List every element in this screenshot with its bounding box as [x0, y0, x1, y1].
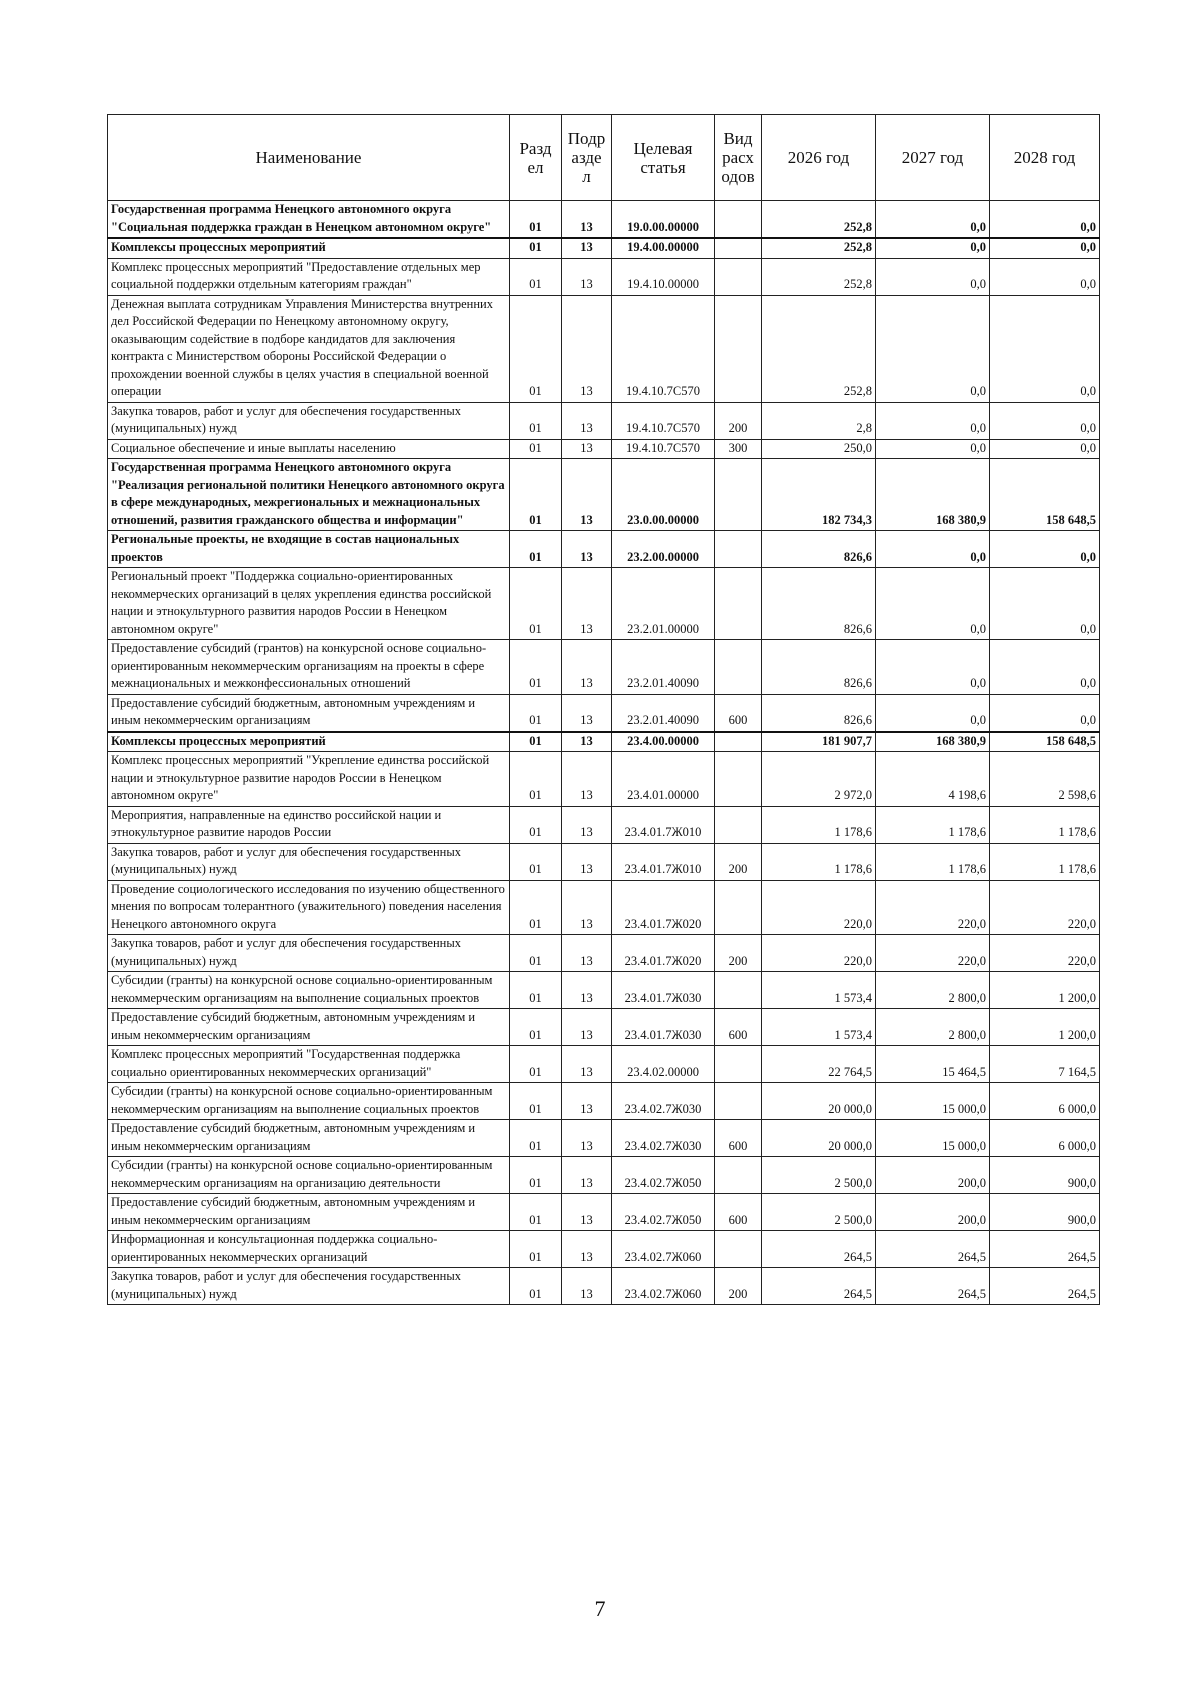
cell-expense-type — [715, 752, 762, 807]
cell-subsection: 13 — [562, 439, 612, 459]
cell-subsection: 13 — [562, 694, 612, 732]
cell-y2027: 0,0 — [876, 201, 990, 239]
table-row — [108, 732, 1100, 752]
cell-name: Субсидии (гранты) на конкурсной основе социально-ориентированным некоммерческим организациям на выполнение социальных проектов — [108, 1083, 510, 1120]
cell-y2026: 2 500,0 — [762, 1157, 876, 1194]
cell-y2027: 0,0 — [876, 295, 990, 402]
table-row — [108, 295, 1100, 402]
cell-article: 19.4.10.00000 — [612, 258, 715, 295]
cell-name: Информационная и консультационная поддержка социально-ориентированных некоммерческих организаций — [108, 1231, 510, 1268]
cell-section: 01 — [510, 1194, 562, 1231]
cell-y2026: 220,0 — [762, 935, 876, 972]
table-row — [108, 752, 1100, 807]
cell-y2026: 252,8 — [762, 238, 876, 258]
cell-y2028: 220,0 — [990, 935, 1100, 972]
cell-subsection: 13 — [562, 752, 612, 807]
cell-section: 01 — [510, 806, 562, 843]
cell-y2027: 0,0 — [876, 531, 990, 568]
cell-name: Закупка товаров, работ и услуг для обеспечения государственных (муниципальных) нужд — [108, 935, 510, 972]
cell-section: 01 — [510, 1083, 562, 1120]
cell-expense-type — [715, 1157, 762, 1194]
cell-article: 23.4.02.00000 — [612, 1046, 715, 1083]
cell-section: 01 — [510, 732, 562, 752]
cell-section: 01 — [510, 843, 562, 880]
table-header-row — [108, 115, 1100, 201]
cell-expense-type: 600 — [715, 694, 762, 732]
cell-section: 01 — [510, 258, 562, 295]
cell-expense-type — [715, 258, 762, 295]
cell-subsection: 13 — [562, 1046, 612, 1083]
table-row — [108, 935, 1100, 972]
cell-name: Субсидии (гранты) на конкурсной основе социально-ориентированным некоммерческим организациям на организацию деятельности — [108, 1157, 510, 1194]
cell-subsection: 13 — [562, 935, 612, 972]
table-row — [108, 1120, 1100, 1157]
cell-article: 23.2.01.00000 — [612, 568, 715, 640]
cell-y2028: 900,0 — [990, 1157, 1100, 1194]
header-section-label: Разд ел — [519, 138, 552, 177]
table-row — [108, 568, 1100, 640]
cell-y2026: 181 907,7 — [762, 732, 876, 752]
cell-name: Региональный проект "Поддержка социально-ориентированных некоммерческих организаций в целях укрепления единства российской нации и этнокультурного развития народов России в Ненецком автономном округе" — [108, 568, 510, 640]
cell-y2028: 900,0 — [990, 1194, 1100, 1231]
table-row — [108, 238, 1100, 258]
header-y2026: 2026 год — [762, 115, 876, 201]
cell-y2028: 0,0 — [990, 295, 1100, 402]
cell-expense-type — [715, 459, 762, 531]
cell-y2028: 264,5 — [990, 1231, 1100, 1268]
cell-expense-type: 200 — [715, 935, 762, 972]
cell-article: 23.4.01.7Ж020 — [612, 935, 715, 972]
header-article-label: Целевая статья — [633, 138, 693, 177]
cell-name: Денежная выплата сотрудникам Управления Министерства внутренних дел Российской Федерации по Ненецкому автономному округу, оказывающим содействие в подборе кандидатов для заключения контракта с Министерством обороны Российской Федерации о прохождении военной службы в целях участия в специальной военной операции — [108, 295, 510, 402]
table-row — [108, 439, 1100, 459]
header-y2027: 2027 год — [876, 115, 990, 201]
header-section — [510, 115, 562, 201]
cell-expense-type: 600 — [715, 1009, 762, 1046]
cell-expense-type — [715, 640, 762, 695]
cell-article: 19.4.10.7С570 — [612, 295, 715, 402]
cell-article: 19.0.00.00000 — [612, 201, 715, 239]
cell-subsection: 13 — [562, 806, 612, 843]
cell-y2028: 0,0 — [990, 258, 1100, 295]
cell-y2026: 826,6 — [762, 694, 876, 732]
cell-expense-type — [715, 531, 762, 568]
header-article — [612, 115, 715, 201]
cell-name: Мероприятия, направленные на единство российской нации и этнокультурное развитие народов России — [108, 806, 510, 843]
cell-expense-type: 600 — [715, 1120, 762, 1157]
cell-article: 23.4.02.7Ж060 — [612, 1268, 715, 1305]
table-row — [108, 1268, 1100, 1305]
cell-subsection: 13 — [562, 238, 612, 258]
cell-y2027: 0,0 — [876, 238, 990, 258]
cell-y2027: 1 178,6 — [876, 843, 990, 880]
cell-y2026: 2,8 — [762, 402, 876, 439]
cell-expense-type — [715, 201, 762, 239]
cell-expense-type — [715, 806, 762, 843]
cell-y2027: 0,0 — [876, 640, 990, 695]
cell-name: Государственная программа Ненецкого автономного округа "Социальная поддержка граждан в Ненецком автономном округе" — [108, 201, 510, 239]
cell-section: 01 — [510, 402, 562, 439]
cell-y2027: 15 000,0 — [876, 1083, 990, 1120]
cell-y2027: 0,0 — [876, 568, 990, 640]
cell-y2027: 2 800,0 — [876, 1009, 990, 1046]
cell-name: Субсидии (гранты) на конкурсной основе социально-ориентированным некоммерческим организациям на выполнение социальных проектов — [108, 972, 510, 1009]
cell-y2026: 826,6 — [762, 640, 876, 695]
cell-y2027: 0,0 — [876, 694, 990, 732]
cell-y2028: 6 000,0 — [990, 1083, 1100, 1120]
cell-y2026: 1 178,6 — [762, 806, 876, 843]
table-row — [108, 1157, 1100, 1194]
table-row — [108, 1083, 1100, 1120]
header-y2028: 2028 год — [990, 115, 1100, 201]
cell-subsection: 13 — [562, 531, 612, 568]
cell-y2028: 7 164,5 — [990, 1046, 1100, 1083]
cell-section: 01 — [510, 439, 562, 459]
cell-y2028: 264,5 — [990, 1268, 1100, 1305]
header-name: Наименование — [108, 115, 510, 201]
cell-y2026: 20 000,0 — [762, 1120, 876, 1157]
cell-subsection: 13 — [562, 568, 612, 640]
cell-y2026: 250,0 — [762, 439, 876, 459]
cell-y2028: 2 598,6 — [990, 752, 1100, 807]
cell-subsection: 13 — [562, 459, 612, 531]
cell-expense-type: 600 — [715, 1194, 762, 1231]
cell-expense-type — [715, 1083, 762, 1120]
cell-expense-type: 200 — [715, 402, 762, 439]
cell-expense-type — [715, 732, 762, 752]
cell-article: 23.2.01.40090 — [612, 640, 715, 695]
cell-y2026: 252,8 — [762, 295, 876, 402]
cell-subsection: 13 — [562, 843, 612, 880]
cell-name: Закупка товаров, работ и услуг для обеспечения государственных (муниципальных) нужд — [108, 402, 510, 439]
cell-section: 01 — [510, 568, 562, 640]
cell-y2027: 0,0 — [876, 402, 990, 439]
cell-y2026: 252,8 — [762, 201, 876, 239]
cell-y2027: 0,0 — [876, 258, 990, 295]
cell-y2027: 220,0 — [876, 880, 990, 935]
cell-y2027: 264,5 — [876, 1268, 990, 1305]
cell-y2028: 158 648,5 — [990, 732, 1100, 752]
cell-expense-type — [715, 880, 762, 935]
cell-section: 01 — [510, 238, 562, 258]
cell-section: 01 — [510, 752, 562, 807]
cell-section: 01 — [510, 201, 562, 239]
cell-y2028: 1 200,0 — [990, 1009, 1100, 1046]
cell-expense-type — [715, 238, 762, 258]
cell-y2027: 168 380,9 — [876, 732, 990, 752]
cell-section: 01 — [510, 880, 562, 935]
cell-y2026: 20 000,0 — [762, 1083, 876, 1120]
cell-article: 23.4.02.7Ж050 — [612, 1157, 715, 1194]
header-subsection — [562, 115, 612, 201]
cell-name: Комплексы процессных мероприятий — [108, 238, 510, 258]
cell-name: Комплексы процессных мероприятий — [108, 732, 510, 752]
table-row — [108, 880, 1100, 935]
table-row — [108, 1009, 1100, 1046]
table-row — [108, 640, 1100, 695]
table-row — [108, 694, 1100, 732]
table-row — [108, 1231, 1100, 1268]
cell-y2027: 1 178,6 — [876, 806, 990, 843]
cell-subsection: 13 — [562, 402, 612, 439]
cell-y2027: 15 464,5 — [876, 1046, 990, 1083]
cell-expense-type — [715, 972, 762, 1009]
cell-name: Предоставление субсидий бюджетным, автономным учреждениям и иным некоммерческим организациям — [108, 1194, 510, 1231]
cell-article: 23.4.01.7Ж030 — [612, 1009, 715, 1046]
header-expense-type-label: Вид расх одов — [721, 129, 755, 186]
cell-article: 23.4.02.7Ж030 — [612, 1083, 715, 1120]
cell-article: 23.4.02.7Ж050 — [612, 1194, 715, 1231]
cell-article: 23.4.01.7Ж020 — [612, 880, 715, 935]
cell-subsection: 13 — [562, 258, 612, 295]
cell-y2028: 0,0 — [990, 402, 1100, 439]
cell-subsection: 13 — [562, 972, 612, 1009]
cell-name: Комплекс процессных мероприятий "Государственная поддержка социально ориентированных некоммерческих организаций" — [108, 1046, 510, 1083]
cell-name: Комплекс процессных мероприятий "Укрепление единства российской нации и этнокультурное развитие народов России в Ненецком автономном округе" — [108, 752, 510, 807]
cell-y2027: 2 800,0 — [876, 972, 990, 1009]
table-row — [108, 459, 1100, 531]
cell-name: Проведение социологического исследования по изучению общественного мнения по вопросам толерантного (уважительного) поведения населения Ненецкого автономного округа — [108, 880, 510, 935]
cell-article: 23.4.01.00000 — [612, 752, 715, 807]
cell-y2027: 4 198,6 — [876, 752, 990, 807]
cell-expense-type: 300 — [715, 439, 762, 459]
cell-section: 01 — [510, 935, 562, 972]
cell-expense-type — [715, 1231, 762, 1268]
cell-y2026: 1 573,4 — [762, 972, 876, 1009]
cell-y2026: 2 500,0 — [762, 1194, 876, 1231]
cell-expense-type — [715, 568, 762, 640]
cell-section: 01 — [510, 1231, 562, 1268]
cell-y2026: 264,5 — [762, 1231, 876, 1268]
cell-y2028: 6 000,0 — [990, 1120, 1100, 1157]
cell-y2028: 1 178,6 — [990, 806, 1100, 843]
cell-name: Предоставление субсидий бюджетным, автономным учреждениям и иным некоммерческим организациям — [108, 694, 510, 732]
cell-name: Социальное обеспечение и иные выплаты населению — [108, 439, 510, 459]
cell-subsection: 13 — [562, 1194, 612, 1231]
table-row — [108, 258, 1100, 295]
cell-article: 23.2.00.00000 — [612, 531, 715, 568]
cell-y2026: 220,0 — [762, 880, 876, 935]
budget-table — [107, 114, 1100, 1305]
table-row — [108, 1194, 1100, 1231]
cell-section: 01 — [510, 1157, 562, 1194]
cell-y2026: 1 178,6 — [762, 843, 876, 880]
cell-y2027: 200,0 — [876, 1157, 990, 1194]
cell-y2027: 168 380,9 — [876, 459, 990, 531]
table-row — [108, 402, 1100, 439]
table-row — [108, 972, 1100, 1009]
cell-article: 23.4.01.7Ж010 — [612, 843, 715, 880]
cell-y2027: 0,0 — [876, 439, 990, 459]
cell-y2028: 0,0 — [990, 694, 1100, 732]
cell-article: 23.4.02.7Ж030 — [612, 1120, 715, 1157]
cell-expense-type — [715, 1046, 762, 1083]
header-subsection-label: Подр азде л — [567, 129, 606, 186]
cell-section: 01 — [510, 694, 562, 732]
cell-expense-type — [715, 295, 762, 402]
cell-subsection: 13 — [562, 1083, 612, 1120]
cell-y2028: 0,0 — [990, 531, 1100, 568]
cell-section: 01 — [510, 459, 562, 531]
table-row — [108, 531, 1100, 568]
cell-y2026: 826,6 — [762, 531, 876, 568]
cell-subsection: 13 — [562, 732, 612, 752]
cell-section: 01 — [510, 1120, 562, 1157]
table-body — [108, 201, 1100, 1305]
cell-article: 19.4.10.7С570 — [612, 439, 715, 459]
cell-section: 01 — [510, 1009, 562, 1046]
cell-y2028: 220,0 — [990, 880, 1100, 935]
cell-y2028: 0,0 — [990, 568, 1100, 640]
cell-article: 19.4.00.00000 — [612, 238, 715, 258]
table-row — [108, 1046, 1100, 1083]
cell-y2028: 1 178,6 — [990, 843, 1100, 880]
cell-name: Закупка товаров, работ и услуг для обеспечения государственных (муниципальных) нужд — [108, 843, 510, 880]
cell-y2028: 158 648,5 — [990, 459, 1100, 531]
cell-y2028: 1 200,0 — [990, 972, 1100, 1009]
cell-article: 23.0.00.00000 — [612, 459, 715, 531]
cell-y2028: 0,0 — [990, 640, 1100, 695]
cell-section: 01 — [510, 295, 562, 402]
cell-section: 01 — [510, 1046, 562, 1083]
cell-name: Предоставление субсидий бюджетным, автономным учреждениям и иным некоммерческим организациям — [108, 1120, 510, 1157]
cell-article: 23.4.00.00000 — [612, 732, 715, 752]
cell-section: 01 — [510, 531, 562, 568]
cell-name: Предоставление субсидий бюджетным, автономным учреждениям и иным некоммерческим организациям — [108, 1009, 510, 1046]
cell-article: 23.4.01.7Ж010 — [612, 806, 715, 843]
cell-name: Комплекс процессных мероприятий "Предоставление отдельных мер социальной поддержки отдельным категориям граждан" — [108, 258, 510, 295]
cell-expense-type: 200 — [715, 843, 762, 880]
cell-section: 01 — [510, 972, 562, 1009]
cell-name: Предоставление субсидий (грантов) на конкурсной основе социально-ориентированным некоммерческим организациям на проекты в сфере межнациональных и межконфессиональных отношений — [108, 640, 510, 695]
cell-y2026: 22 764,5 — [762, 1046, 876, 1083]
cell-y2028: 0,0 — [990, 238, 1100, 258]
cell-subsection: 13 — [562, 1231, 612, 1268]
header-expense-type — [715, 115, 762, 201]
cell-y2028: 0,0 — [990, 201, 1100, 239]
cell-y2026: 252,8 — [762, 258, 876, 295]
cell-y2026: 182 734,3 — [762, 459, 876, 531]
cell-y2026: 264,5 — [762, 1268, 876, 1305]
cell-section: 01 — [510, 1268, 562, 1305]
cell-y2027: 15 000,0 — [876, 1120, 990, 1157]
cell-subsection: 13 — [562, 1157, 612, 1194]
cell-name: Региональные проекты, не входящие в состав национальных проектов — [108, 531, 510, 568]
cell-y2026: 2 972,0 — [762, 752, 876, 807]
cell-subsection: 13 — [562, 640, 612, 695]
cell-subsection: 13 — [562, 880, 612, 935]
table-row — [108, 843, 1100, 880]
table-row — [108, 201, 1100, 239]
cell-y2028: 0,0 — [990, 439, 1100, 459]
cell-y2026: 1 573,4 — [762, 1009, 876, 1046]
cell-y2026: 826,6 — [762, 568, 876, 640]
cell-article: 19.4.10.7С570 — [612, 402, 715, 439]
cell-y2027: 264,5 — [876, 1231, 990, 1268]
table-row — [108, 806, 1100, 843]
page-number: 7 — [594, 1596, 606, 1621]
cell-y2027: 220,0 — [876, 935, 990, 972]
cell-y2027: 200,0 — [876, 1194, 990, 1231]
cell-name: Государственная программа Ненецкого автономного округа "Реализация региональной политики Ненецкого автономного округа в сфере международных, межрегиональных и межнациональных отношений, развития гражданского общества и информации" — [108, 459, 510, 531]
cell-article: 23.2.01.40090 — [612, 694, 715, 732]
cell-article: 23.4.02.7Ж060 — [612, 1231, 715, 1268]
cell-section: 01 — [510, 640, 562, 695]
cell-subsection: 13 — [562, 1120, 612, 1157]
cell-name: Закупка товаров, работ и услуг для обеспечения государственных (муниципальных) нужд — [108, 1268, 510, 1305]
cell-subsection: 13 — [562, 201, 612, 239]
cell-subsection: 13 — [562, 1268, 612, 1305]
cell-subsection: 13 — [562, 1009, 612, 1046]
cell-subsection: 13 — [562, 295, 612, 402]
cell-article: 23.4.01.7Ж030 — [612, 972, 715, 1009]
cell-expense-type: 200 — [715, 1268, 762, 1305]
